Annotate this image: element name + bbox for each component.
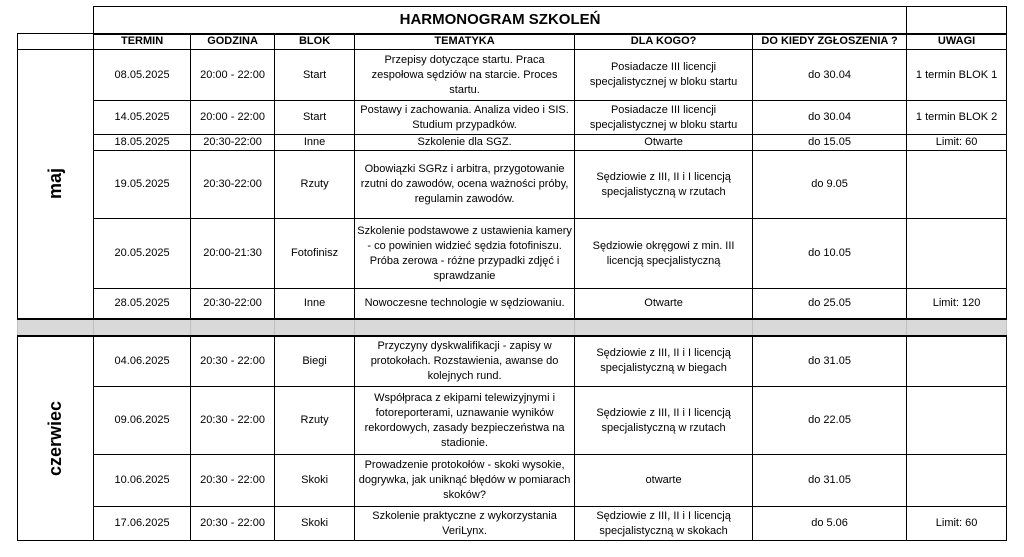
cell-date: 17.06.2025	[94, 507, 191, 541]
cell-time: 20:00 - 22:00	[191, 50, 275, 101]
cell-topic: Współpraca z ekipami telewizyjnymi i fotoreporterami, uznawanie wyników rekordowych, zasady bezpieczeństwa na stadionie.	[355, 387, 575, 455]
separator-cell	[753, 319, 907, 336]
separator-cell	[18, 319, 94, 336]
cell-deadline: do 22.05	[753, 387, 907, 455]
separator-cell	[191, 319, 275, 336]
cell-topic: Szkolenie dla SGZ.	[355, 135, 575, 151]
cell-date: 19.05.2025	[94, 151, 191, 219]
cell-deadline: do 31.05	[753, 455, 907, 507]
cell-audience: Posiadacze III licencji specjalistycznej w bloku startu	[575, 101, 753, 135]
cell-deadline: do 30.04	[753, 50, 907, 101]
cell-date: 20.05.2025	[94, 219, 191, 289]
cell-audience: Sędziowie z III, II i I licencją specjalistyczną w rzutach	[575, 387, 753, 455]
table-row	[18, 151, 1007, 219]
cell-topic: Obowiązki SGRz i arbitra, przygotowanie rzutni do zawodów, ocena ważności próby, regulamin zawodów.	[355, 151, 575, 219]
cell-notes: 1 termin BLOK 1	[907, 50, 1007, 101]
separator-cell	[575, 319, 753, 336]
corner-blank	[18, 7, 94, 34]
cell-notes: Limit: 60	[907, 507, 1007, 541]
cell-deadline: do 30.04	[753, 101, 907, 135]
cell-time: 20:30 - 22:00	[191, 336, 275, 387]
cell-time: 20:30-22:00	[191, 135, 275, 151]
cell-block: Skoki	[275, 455, 355, 507]
cell-audience: otwarte	[575, 455, 753, 507]
cell-topic: Przepisy dotyczące startu. Praca zespołowa sędziów na starcie. Proces startu.	[355, 50, 575, 101]
schedule-table	[17, 6, 1007, 541]
cell-time: 20:00-21:30	[191, 219, 275, 289]
cell-topic: Przyczyny dyskwalifikacji - zapisy w protokołach. Rozstawienia, awanse do kolejnych rund.	[355, 336, 575, 387]
table-row	[18, 101, 1007, 135]
month-separator	[18, 319, 1007, 336]
cell-notes: Limit: 120	[907, 289, 1007, 319]
cell-audience: Otwarte	[575, 135, 753, 151]
header-do-kiedy: DO KIEDY ZGŁOSZENIA ?	[753, 34, 907, 50]
separator-cell	[94, 319, 191, 336]
schedule-sheet	[17, 6, 1007, 541]
separator-cell	[907, 319, 1007, 336]
cell-audience: Otwarte	[575, 289, 753, 319]
cell-block: Inne	[275, 135, 355, 151]
table-row	[18, 289, 1007, 319]
cell-block: Start	[275, 101, 355, 135]
cell-date: 09.06.2025	[94, 387, 191, 455]
cell-block: Start	[275, 50, 355, 101]
cell-time: 20:30 - 22:00	[191, 455, 275, 507]
cell-time: 20:30 - 22:00	[191, 507, 275, 541]
cell-topic: Nowoczesne technologie w sędziowaniu.	[355, 289, 575, 319]
cell-topic: Szkolenie podstawowe z ustawienia kamery - co powinien widzieć sędzia fotofiniszu. Próba zerowa - różne przypadki zdjęć i sprawdzanie	[355, 219, 575, 289]
page-title: HARMONOGRAM SZKOLEŃ	[94, 7, 907, 34]
separator-cell	[275, 319, 355, 336]
header-blok: BLOK	[275, 34, 355, 50]
header-dla-kogo: DLA KOGO?	[575, 34, 753, 50]
cell-audience: Sędziowie z III, II i I licencją specjalistyczną w skokach	[575, 507, 753, 541]
cell-notes	[907, 455, 1007, 507]
header-uwagi: UWAGI	[907, 34, 1007, 50]
cell-topic: Postawy i zachowania. Analiza video i SIS. Studium przypadków.	[355, 101, 575, 135]
cell-time: 20:30-22:00	[191, 151, 275, 219]
separator-cell	[355, 319, 575, 336]
cell-notes: 1 termin BLOK 2	[907, 101, 1007, 135]
title-row	[18, 7, 1007, 34]
cell-deadline: do 5.06	[753, 507, 907, 541]
cell-time: 20:00 - 22:00	[191, 101, 275, 135]
table-row	[18, 387, 1007, 455]
cell-notes	[907, 151, 1007, 219]
table-row	[18, 219, 1007, 289]
month-label-may: maj	[18, 50, 94, 319]
cell-notes	[907, 387, 1007, 455]
cell-audience: Sędziowie z III, II i I licencją specjalistyczną w biegach	[575, 336, 753, 387]
header-godzina: GODZINA	[191, 34, 275, 50]
table-row	[18, 336, 1007, 387]
cell-date: 14.05.2025	[94, 101, 191, 135]
table-row	[18, 455, 1007, 507]
table-row	[18, 135, 1007, 151]
cell-block: Biegi	[275, 336, 355, 387]
header-month-blank	[18, 34, 94, 50]
table-row	[18, 50, 1007, 101]
cell-time: 20:30 - 22:00	[191, 387, 275, 455]
cell-block: Skoki	[275, 507, 355, 541]
cell-deadline: do 25.05	[753, 289, 907, 319]
cell-topic: Szkolenie praktyczne z wykorzystania VeriLynx.	[355, 507, 575, 541]
cell-block: Fotofinisz	[275, 219, 355, 289]
cell-notes	[907, 336, 1007, 387]
cell-deadline: do 15.05	[753, 135, 907, 151]
month-label-june: czerwiec	[18, 336, 94, 541]
cell-date: 04.06.2025	[94, 336, 191, 387]
cell-date: 18.05.2025	[94, 135, 191, 151]
title-right-blank	[907, 7, 1007, 34]
header-tematyka: TEMATYKA	[355, 34, 575, 50]
cell-date: 10.06.2025	[94, 455, 191, 507]
cell-notes	[907, 219, 1007, 289]
cell-date: 08.05.2025	[94, 50, 191, 101]
cell-block: Rzuty	[275, 151, 355, 219]
header-termin: TERMIN	[94, 34, 191, 50]
cell-audience: Sędziowie z III, II i I licencją specjalistyczną w rzutach	[575, 151, 753, 219]
cell-time: 20:30-22:00	[191, 289, 275, 319]
cell-block: Rzuty	[275, 387, 355, 455]
table-row	[18, 507, 1007, 541]
header-row	[18, 34, 1007, 50]
cell-audience: Sędziowie okręgowi z min. III licencją specjalistyczną	[575, 219, 753, 289]
cell-deadline: do 10.05	[753, 219, 907, 289]
cell-audience: Posiadacze III licencji specjalistycznej w bloku startu	[575, 50, 753, 101]
cell-topic: Prowadzenie protokołów - skoki wysokie, dogrywka, jak uniknąć błędów w pomiarach skoków?	[355, 455, 575, 507]
cell-deadline: do 31.05	[753, 336, 907, 387]
cell-deadline: do 9.05	[753, 151, 907, 219]
cell-block: Inne	[275, 289, 355, 319]
cell-notes: Limit: 60	[907, 135, 1007, 151]
cell-date: 28.05.2025	[94, 289, 191, 319]
